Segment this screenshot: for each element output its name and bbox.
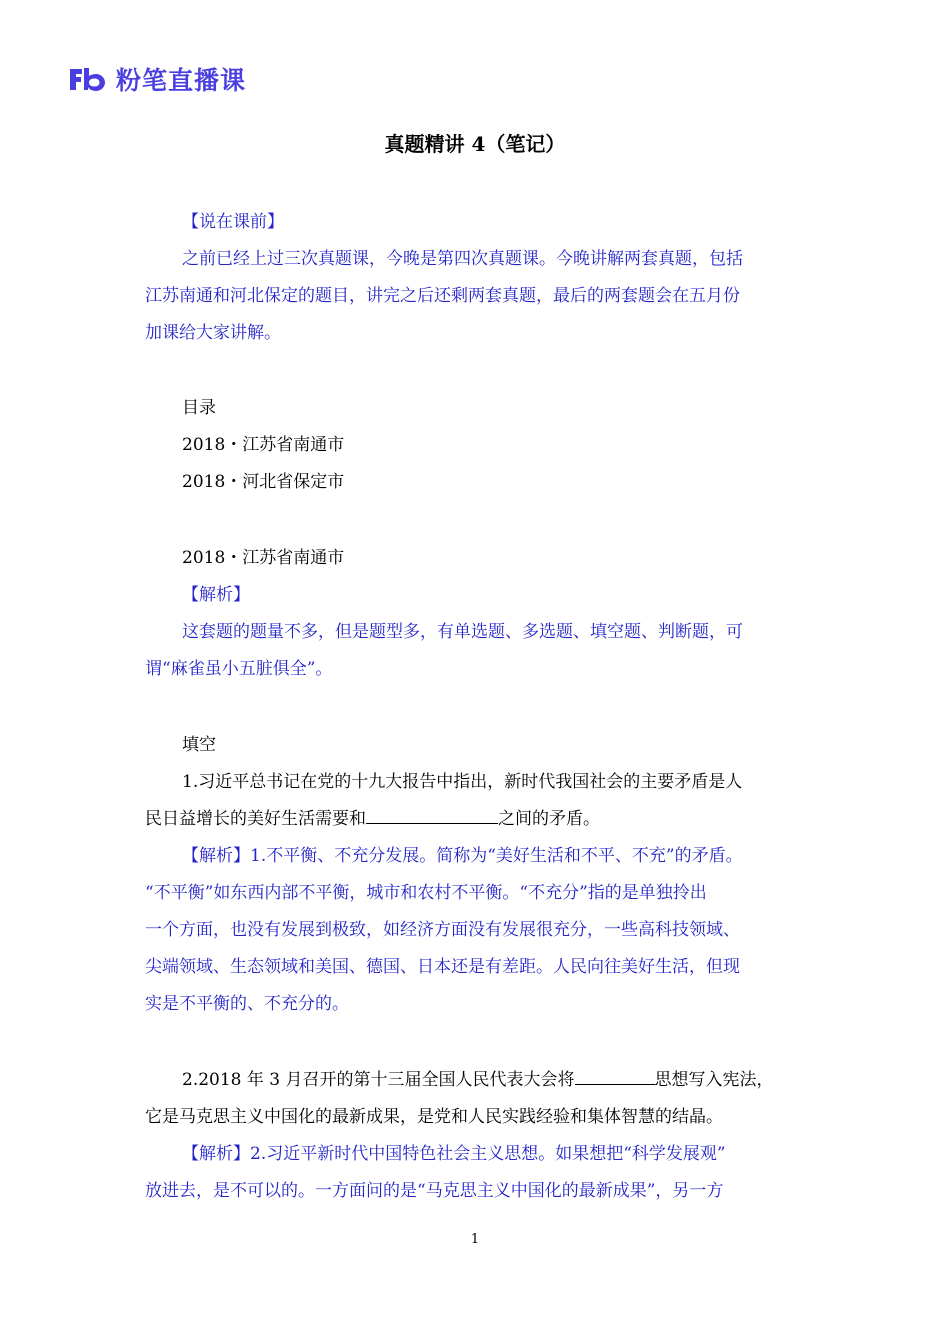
brand-name: 粉笔直播课 [116, 66, 247, 95]
analysis-label: 【解析】 [182, 1144, 250, 1164]
question-1-line [145, 801, 810, 838]
page-number: 1 [470, 1232, 480, 1247]
document-title: 真题精讲 4（笔记） [384, 132, 566, 156]
answer-blank [366, 806, 498, 824]
fenbi-logo-icon [68, 66, 108, 92]
question-1-text: 民日益增长的美好生活需要和 [145, 809, 366, 829]
question-2-text: 思想写入宪法， [654, 1070, 774, 1090]
intro-heading: 【说在课前】 [182, 212, 284, 232]
question-2-analysis-line: 放进去，是不可以的。一方面问的是“马克思主义中国化的最新成果”，另一方 [145, 1181, 724, 1201]
section-analysis-line: 这套题的题量不多，但是题型多，有单选题、多选题、填空题、判断题，可 [182, 622, 743, 642]
toc-heading: 目录 [182, 398, 216, 418]
toc-item: 2018・河北省保定市 [182, 472, 345, 492]
question-2-line: 它是马克思主义中国化的最新成果，是党和人民实践经验和集体智慧的结晶。 [145, 1107, 723, 1127]
question-2-text: 2.2018 年 3 月召开的第十三届全国人民代表大会将 [182, 1070, 575, 1090]
intro-line: 加课给大家讲解。 [145, 323, 281, 343]
analysis-text: 1.不平衡、不充分发展。简称为“美好生活和不平、不充”的矛盾。 [250, 846, 743, 866]
intro-line: 江苏南通和河北保定的题目，讲完之后还剩两套真题，最后的两套题会在五月份 [145, 286, 740, 306]
analysis-text: 2.习近平新时代中国特色社会主义思想。如果想把“科学发展观” [250, 1144, 726, 1164]
question-1-analysis [145, 838, 847, 875]
question-1-analysis-line: 尖端领域、生态领域和美国、德国、日本还是有差距。人民向往美好生活，但现 [145, 957, 740, 977]
section-analysis-label: 【解析】 [182, 585, 250, 605]
question-1-line: 1.习近平总书记在党的十九大报告中指出，新时代我国社会的主要矛盾是人 [182, 772, 743, 792]
question-1-analysis-line: 实是不平衡的、不充分的。 [145, 994, 349, 1014]
toc-item: 2018・江苏省南通市 [182, 435, 345, 455]
question-2-analysis [145, 1136, 847, 1173]
brand-logo [68, 62, 246, 96]
section-analysis-line: 谓“麻雀虽小五脏俱全”。 [145, 659, 333, 679]
section-heading: 2018・江苏省南通市 [182, 548, 345, 568]
answer-blank [575, 1067, 655, 1085]
question-2-line [145, 1062, 847, 1099]
question-1-analysis-line: “不平衡”如东西内部不平衡，城市和农村不平衡。“不充分”指的是单独拎出 [145, 883, 707, 903]
question-1-text: 之间的矛盾。 [498, 809, 600, 829]
analysis-label: 【解析】 [182, 846, 250, 866]
question-1-analysis-line: 一个方面，也没有发展到极致，如经济方面没有发展很充分，一些高科技领域、 [145, 920, 740, 940]
fill-heading: 填空 [182, 735, 216, 755]
intro-line: 之前已经上过三次真题课，今晚是第四次真题课。今晚讲解两套真题，包括 [182, 249, 743, 269]
